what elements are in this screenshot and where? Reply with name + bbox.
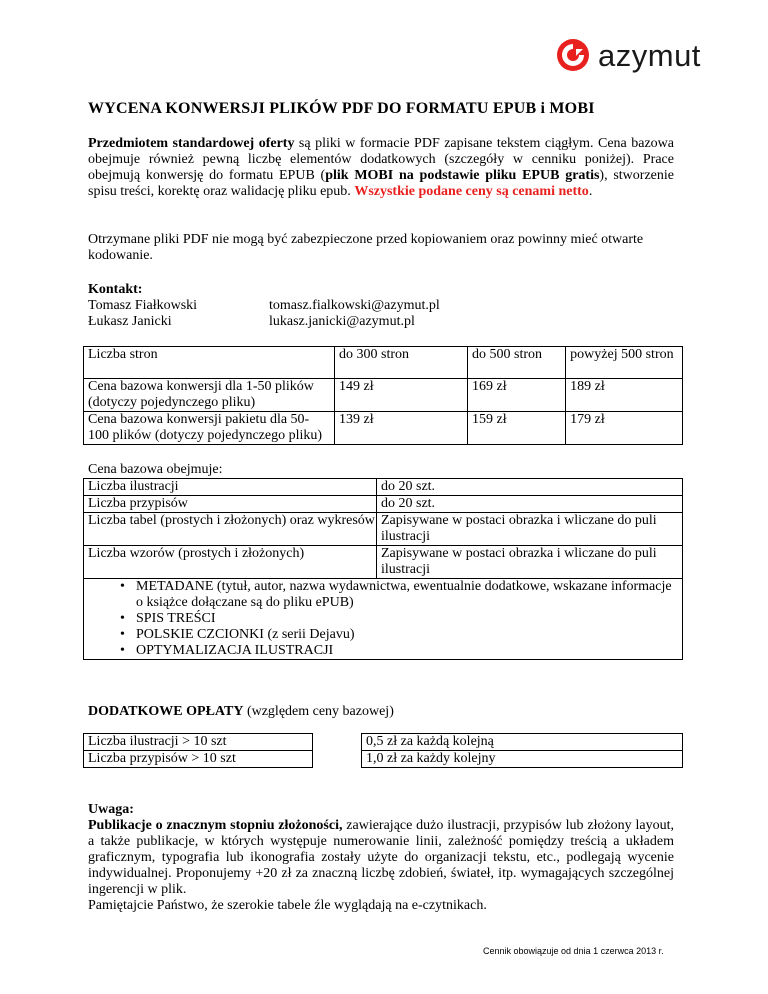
footer-note: Cennik obowiązuje od dnia 1 czerwca 2013 r. (483, 946, 664, 956)
includes-value: Zapisywane w postaci obrazka i wliczane do puli ilustracji (381, 546, 657, 577)
intro-text-1: są pliki w formacie PDF zapisane tekstem ciągłym. Cena bazowa obejmuje również pewną liczbę elementów dodatkowych (szczegóły w cenniku poniżej). Prace obejmują konwersję do formatu EPUB ( (88, 136, 674, 183)
contact-row (88, 298, 440, 314)
table-header-cell: powyżej 500 stron (566, 347, 683, 379)
includes-bullet-list (84, 579, 682, 659)
includes-item: Liczba tabel (prostych i złożonych) oraz wykresów (84, 513, 377, 545)
includes-item: Liczba przypisów (84, 496, 377, 512)
includes-row (84, 479, 682, 496)
includes-item: Liczba ilustracji (84, 479, 377, 495)
extra-fees-text: (względem ceny bazowej) (243, 704, 394, 719)
table-cell: 1,0 zł za każdy kolejny (362, 751, 683, 768)
includes-row (84, 513, 682, 546)
intro-text-3: . (588, 184, 593, 199)
azymut-logo (556, 38, 701, 72)
table-cell: 149 zł (335, 379, 468, 412)
contact-section (88, 282, 440, 330)
intro-bold-1: Przedmiotem standardowej oferty (88, 136, 295, 151)
table-header-cell: Liczba stron (84, 347, 335, 379)
list-item: • SPIS TREŚCI (136, 611, 682, 627)
intro-paragraph (88, 136, 674, 200)
includes-box (83, 478, 683, 660)
remark-paragraph (88, 818, 674, 898)
contact-label: Kontakt: (88, 282, 143, 297)
remark-section (88, 802, 674, 914)
includes-row (84, 496, 682, 513)
price-table (83, 346, 683, 445)
includes-value: Zapisywane w postaci obrazka i wliczane do puli ilustracji (381, 513, 657, 544)
table-cell: Cena bazowa konwersji pakietu dla 50-100 plików (dotyczy pojedynczego pliku) (84, 412, 335, 445)
table-cell: 0,5 zł za każdą kolejną (362, 734, 683, 751)
includes-item: Liczba wzorów (prostych i złożonych) (84, 546, 377, 578)
contact-name: Tomasz Fiałkowski (88, 298, 198, 313)
azymut-logo-icon (556, 38, 590, 72)
table-header-cell: do 500 stron (468, 347, 566, 379)
page-title: WYCENA KONWERSJI PLIKÓW PDF DO FORMATU EPUB i MOBI (88, 100, 595, 117)
intro-net-price-note: Wszystkie podane ceny są cenami netto (354, 184, 589, 199)
includes-value: do 20 szt. (381, 479, 436, 494)
contact-email[interactable]: tomasz.fialkowski@azymut.pl (269, 298, 440, 313)
intro-bold-2: plik MOBI na podstawie pliku EPUB gratis (325, 168, 600, 183)
contact-email[interactable]: lukasz.janicki@azymut.pl (269, 314, 415, 329)
table-cell: 179 zł (566, 412, 683, 445)
includes-label: Cena bazowa obejmuje: (88, 462, 223, 477)
extra-fees-table (83, 733, 683, 768)
remark-label: Uwaga: (88, 802, 134, 817)
extra-fees-bold: DODATKOWE OPŁATY (88, 704, 244, 719)
table-header-row (84, 347, 683, 379)
table-cell: 189 zł (566, 379, 683, 412)
contact-row (88, 314, 440, 330)
table-cell: 169 zł (468, 379, 566, 412)
table-cell: 139 zł (335, 412, 468, 445)
list-item: • OPTYMALIZACJA ILUSTRACJI (136, 643, 682, 659)
list-item: • POLSKIE CZCIONKI (z serii Dejavu) (136, 627, 682, 643)
table-cell: Liczba ilustracji > 10 szt (84, 734, 313, 751)
table-row (84, 412, 683, 445)
table-row (84, 379, 683, 412)
pdf-requirements-note: Otrzymane pliki PDF nie mogą być zabezpieczone przed kopiowaniem oraz powinny mieć otwarte kodowanie. (88, 232, 644, 263)
table-cell: Liczba przypisów > 10 szt (84, 751, 313, 768)
table-row (84, 751, 683, 768)
table-cell: Cena bazowa konwersji dla 1-50 plików (dotyczy pojedynczego pliku) (84, 379, 335, 412)
contact-name: Łukasz Janicki (88, 314, 172, 329)
list-item: • METADANE (tytuł, autor, nazwa wydawnictwa, ewentualnie dodatkowe, wskazane informacje o książce dołączane są do pliku ePUB) (136, 579, 682, 611)
includes-value: do 20 szt. (381, 496, 436, 511)
remark-line-2: Pamiętajcie Państwo, że szerokie tabele źle wyglądają na e-czytnikach. (88, 898, 487, 913)
table-cell: 159 zł (468, 412, 566, 445)
table-header-cell: do 300 stron (335, 347, 468, 379)
logo-text: azymut (598, 37, 701, 73)
remark-text: zawierające dużo ilustracji, przypisów lub złożony layout, a także publikacje, w których występuje numerowanie linii, zależność pomiędzy treścią a układem graficznym, typografia lub ikonografia zostały użyte do organizacji tekstu, etc., podlegają wycenie indywidualnej. Proponujemy +20 zł za znaczną liczbę zdobień, świateł, itp. wymagających szczególnej ingerencji w plik. (88, 818, 674, 897)
remark-bold: Publikacje o znacznym stopniu złożoności, (88, 818, 343, 833)
includes-row (84, 546, 682, 579)
intro-text-2: ), stworzenie spisu treści, korektę oraz walidację pliku epub. (88, 168, 674, 199)
table-row (84, 734, 683, 751)
extra-fees-heading (88, 704, 394, 720)
